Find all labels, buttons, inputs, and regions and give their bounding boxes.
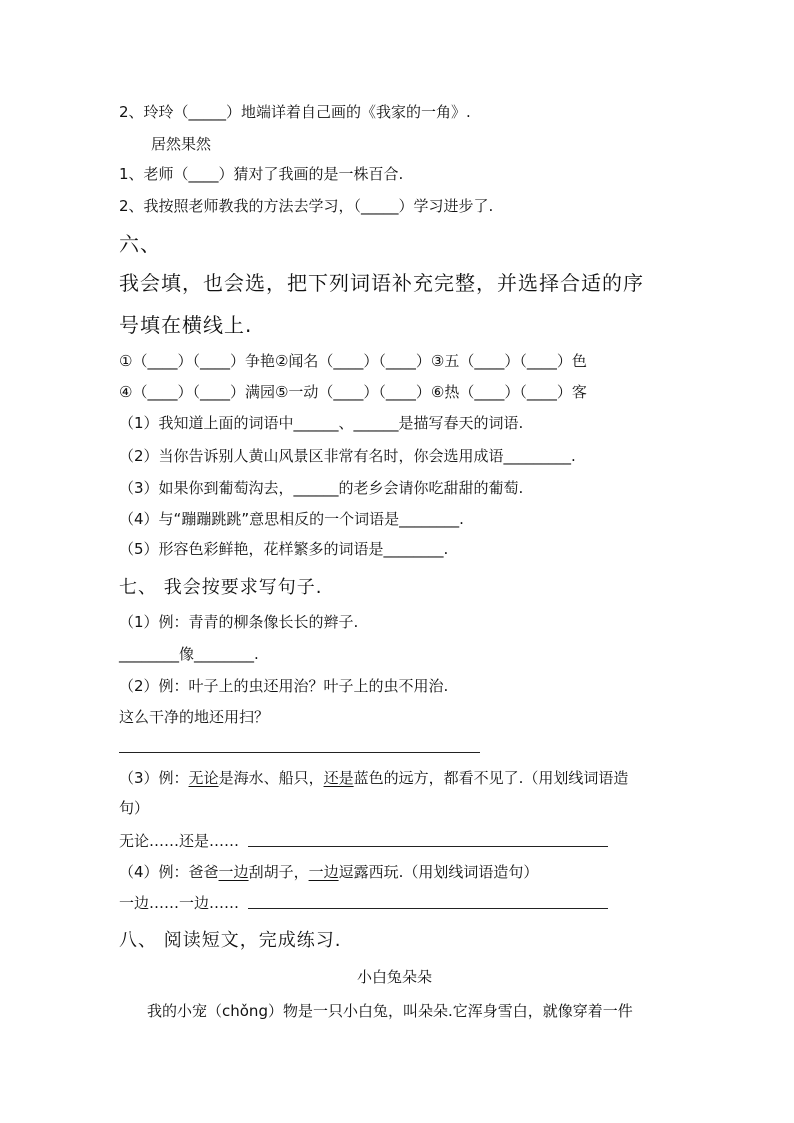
example-3-prompt: 无论……还是…… [119,832,240,850]
fill-item-2a: 2、玲玲（_____）地端详着自己画的《我家的一角》. [119,103,471,121]
example-3-underlined-word-2: 还是 [323,769,354,787]
section-8-heading: 八、 阅读短文，完成练习. [119,930,342,951]
question-4: （4）与“蹦蹦跳跳”意思相反的一个词语是________. [119,510,464,528]
example-4 [119,862,538,882]
answer-line-4 [248,908,608,909]
fill-item-2b: 2、我按照老师教我的方法去学习，（_____）学习进步了. [119,197,494,215]
question-2: （2）当你告诉别人黄山风景区非常有名时，你会选用成语_________. [119,447,576,465]
section-6-instruction-1: 我会填，也会选，把下列词语补充完整，并选择合适的序 [119,271,644,295]
example-3-mid: 是海水、船只， [218,769,324,787]
example-3-continuation: 句） [119,799,150,817]
word-choice-label: 居然果然 [151,135,212,153]
example-4-mid: 刮胡子， [248,863,309,881]
example-3-underlined-word-1: 无论 [188,769,219,787]
answer-line-3 [248,846,608,847]
example-3-prefix: （3）例： [119,769,189,787]
section-7-heading: 七、 我会按要求写句子. [119,577,323,598]
section-6-instruction-2: 号填在横线上. [119,313,253,337]
question-1: （1）我知道上面的词语中______、______是描写春天的词语. [119,414,524,432]
idiom-row-1: ①（____）（____）争艳②闻名（____）（____）③五（____）（____）色 [119,352,587,370]
reading-title: 小白兔朵朵 [357,968,433,986]
section-6-heading: 六、 [119,232,161,256]
example-4-underlined-word-1: 一边 [218,863,249,881]
example-1: （1）例：青青的柳条像长长的辫子. [119,613,359,631]
example-4-suffix: 逗露西玩.（用划线词语造句） [338,863,539,881]
example-3 [119,768,628,788]
reading-paragraph: 我的小宠（chǒng）物是一只小白兔，叫朵朵.它浑身雪白，就像穿着一件 [147,1002,633,1020]
example-4-prompt: 一边……一边…… [119,894,240,912]
example-2: （2）例：叶子上的虫还用治？叶子上的虫不用治. [119,677,449,695]
example-1-answer: ________像________. [119,645,259,663]
fill-item-1b: 1、老师（____）猜对了我画的是一株百合. [119,165,404,183]
example-2-prompt: 这么干净的地还用扫？ [119,708,270,726]
example-4-prefix: （4）例：爸爸 [119,863,219,881]
question-3: （3）如果你到葡萄沟去，______的老乡会请你吃甜甜的葡萄. [119,479,524,497]
answer-line-2 [119,752,480,753]
idiom-row-2: ④（____）（____）满园⑤一动（____）（____）⑥热（____）（____）客 [119,383,587,401]
example-4-underlined-word-2: 一边 [308,863,339,881]
question-5: （5）形容色彩鲜艳，花样繁多的词语是________. [119,540,449,558]
example-3-suffix: 蓝色的远方，都看不见了.（用划线词语造 [353,769,629,787]
